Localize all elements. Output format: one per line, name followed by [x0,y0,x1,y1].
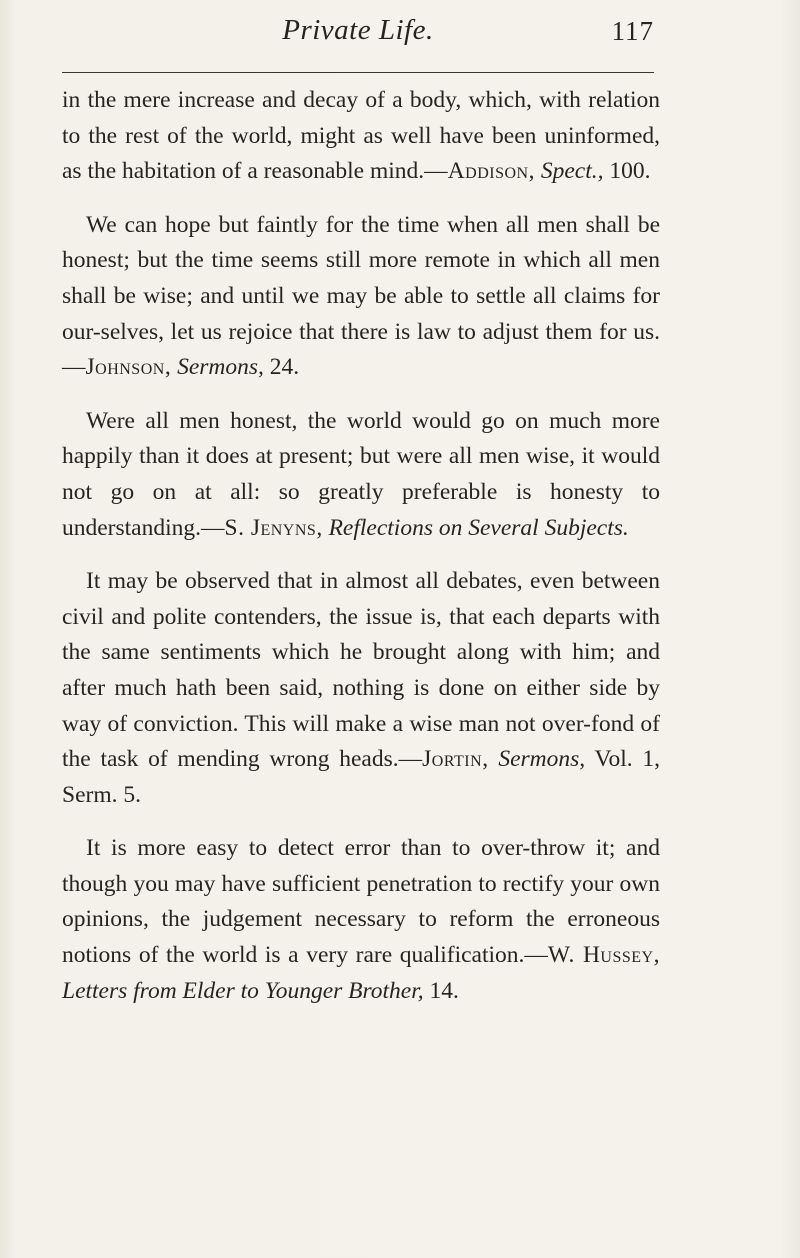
quote-author: Addison, [447,158,535,185]
page-body [62,83,660,1027]
quote-author: Johnson, [85,354,172,381]
quote-reference: 100. [609,158,651,185]
quote-work: Sermons, [177,354,264,381]
quote-work: Sermons, [498,746,586,773]
page-header [62,14,654,54]
quote-reference: 14. [429,977,459,1004]
quote-text: It is more easy to detect error than to over-throw it; and though you may have sufficient penetration to rectify your own opinions, the judgement necessary to reform the erroneous notions of the world is a very rare qualification.— [62,835,660,969]
quote-paragraph [62,404,660,546]
quote-work: Spect., [540,158,604,185]
quote-author: W. Hussey, [547,942,660,969]
quote-work: Reflections on Several Subjects. [328,514,629,541]
quote-paragraph [62,564,660,813]
quote-author: S. Jenyns, [224,514,323,541]
quote-text: We can hope but faintly for the time when all men shall be honest; but the time seems still more remote in which all men shall be wise; and until we may be able to settle all claims for our-selves, let us rejoice that there is law to adjust them for us.— [62,211,660,381]
quote-text: in the mere increase and decay of a body, which, with relation to the rest of the world, might as well have been uninformed, as the habitation of a reasonable mind.— [62,87,660,185]
quote-work: Letters from Elder to Younger Brother, [62,977,424,1004]
quote-paragraph [62,831,660,1009]
quote-text: It may be observed that in almost all debates, even between civil and polite contenders, the issue is, that each departs with the same sentiments which he brought along with him; and after much hath been said, nothing is done on either side by way of conviction. This will make a wise man not over-fond of the task of mending wrong heads.— [62,568,660,773]
page-number: 117 [611,16,654,46]
header-rule [62,72,654,73]
quote-text: Were all men honest, the world would go on much more happily than it does at present; but were all men wise, it would not go on at all: so greatly preferable is honesty to understanding.— [62,407,660,541]
running-title: Private Life. [282,14,434,46]
quote-paragraph [62,208,660,386]
quote-reference: 24. [269,354,300,381]
quote-reference: Vol. 1, Serm. 5. [62,746,660,808]
quote-author: Jortin, [422,746,489,773]
quote-paragraph [62,83,660,190]
